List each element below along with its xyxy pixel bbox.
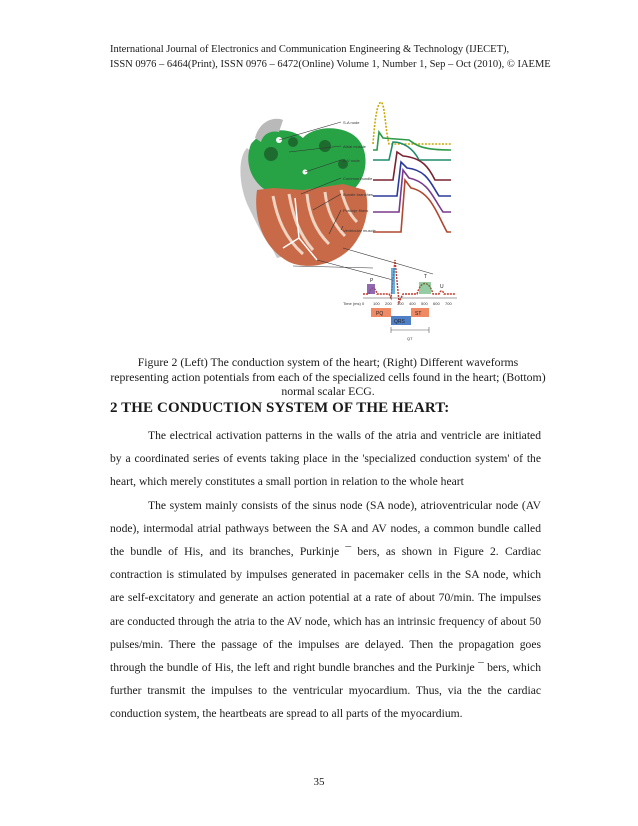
label-bundle-branches: Bundle branches <box>343 192 374 197</box>
time-tick: 600 <box>433 301 440 306</box>
header-line-1: International Journal of Electronics and Communication Engineering & Technology (IJECET), <box>110 44 510 55</box>
label-purkinje-fibers: Purkinje fibers <box>343 208 369 213</box>
figure-caption: Figure 2 (Left) The conduction system of the heart; (Right) Different waveforms representing action potentials from each of the specialized cells found in the heart; (Bottom) normal scalar ECG. <box>110 355 546 398</box>
time-tick: 500 <box>421 301 428 306</box>
time-tick: 400 <box>409 301 416 306</box>
p-wave-highlight <box>367 284 375 294</box>
wave-atrial <box>373 132 451 150</box>
action-potential-waveforms <box>373 102 451 232</box>
wave-bundle <box>373 152 451 180</box>
time-axis-label: Time (ms) <box>343 301 361 306</box>
ecg-label-t: T <box>424 274 428 280</box>
time-tick: 200 <box>385 301 392 306</box>
ecg-label-p: P <box>370 278 374 284</box>
time-axis-ticks <box>362 301 452 306</box>
header-line-2: ISSN 0976 – 6464(Print), ISSN 0976 – 6472(Online) Volume 1, Number 1, Sep – Oct (2010), © IAEME <box>110 59 551 70</box>
label-ventricular-muscle: Ventricular muscle <box>343 228 376 233</box>
qt-label: QT <box>407 336 413 341</box>
page-number: 35 <box>313 776 325 788</box>
t-wave-highlight <box>419 282 431 294</box>
ecg-label-u: U <box>440 284 444 290</box>
body-text <box>110 424 541 726</box>
time-tick: 0 <box>362 301 365 306</box>
section-heading: 2 THE CONDUCTION SYSTEM OF THE HEART: <box>110 400 450 416</box>
time-tick: 100 <box>373 301 380 306</box>
journal-header <box>110 42 551 72</box>
label-common-bundle: Common bundle <box>343 176 373 181</box>
label-atrial-muscle: Atrial muscle <box>343 144 366 149</box>
time-tick: 700 <box>445 301 452 306</box>
label-sa-node: S-A node <box>343 120 360 125</box>
normal-ecg <box>343 260 457 341</box>
conduction-system-figure <box>233 98 463 346</box>
paragraph-1: The electrical activation patterns in the walls of the atria and ventricle are initiated by a coordinated series of events taking place in the 'specialized conduction system' of the heart, which merely constitutes a small portion in relation to the whole heart <box>110 429 541 489</box>
qrs-label: QRS <box>394 319 405 325</box>
wave-purkinje <box>373 170 451 212</box>
qrs-highlight <box>391 268 395 294</box>
pq-label: PQ <box>376 311 384 317</box>
st-label: ST <box>415 311 422 317</box>
time-tick: 300 <box>397 301 404 306</box>
label-av-node: A-V node <box>343 158 360 163</box>
paragraph-2: The system mainly consists of the sinus node (SA node), atrioventricular node (AV node), intermodal atrial pathways between the SA and AV nodes, a common bundle called the bundle of His, and its branches, Purkinje ¯ bers, as shown in Figure 2. Cardiac contraction is stimulated by impulses generated in pacemaker cells in the SA node, which are self-excitatory and generate an action potential at a rate of about 70/min. The impulses are conducted through the atria to the AV node, which has an intrinsic frequency of about 50 pulses/min. There the passage of the impulses are delayed. Then the propagation goes through the bundle of His, the left and right bundle branches and the Purkinje ¯ bers, which further transmit the impulses to the ventricular myocardium. Thus, via the the cardiac conduction system, the heartbeats are spread to all parts of the myocardium. <box>110 498 541 721</box>
